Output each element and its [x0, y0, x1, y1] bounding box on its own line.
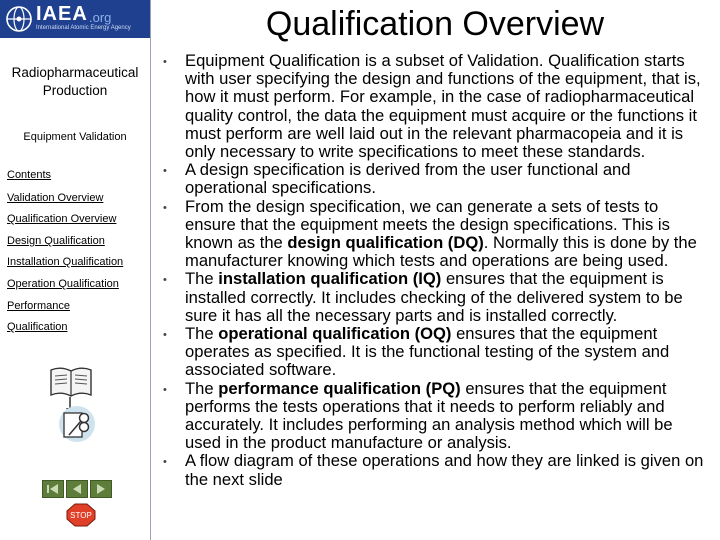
next-slide-button[interactable]: [90, 480, 112, 498]
logo-subtitle: International Atomic Energy Agency: [36, 25, 131, 31]
sidebar-title: Radiopharmaceutical Production: [11, 65, 139, 98]
bullet-dot-icon: •: [163, 456, 167, 469]
nav-operation-qualification[interactable]: Operation Qualification: [7, 278, 119, 290]
bullet-list: [163, 52, 713, 489]
bullet-item: • A design specification is derived from the user functional and operational specifications.: [163, 160, 631, 198]
slide-title: Qualification Overview: [265, 5, 605, 43]
nav-performance[interactable]: Performance: [7, 300, 70, 312]
bullet-dot-icon: •: [163, 329, 167, 342]
nav-qualification-overview[interactable]: Qualification Overview: [7, 213, 117, 225]
sidebar-section: Equipment Validation: [23, 131, 127, 143]
previous-slide-button[interactable]: [66, 480, 88, 498]
stop-label: STOP: [70, 511, 92, 520]
bullet-item: • From the design specification, we can generate a sets of tests to ensure that the equipment meets the design specifications. This is known as the design qualification (DQ). Normally this is done by the manufacturer knowing which tests and operations are being used.: [163, 196, 697, 271]
bullet-item: • The installation qualification (IQ) ensures that the equipment is installed correctly. It includes checking of the delivered system to be sure it has all the necessary parts and is installed correctly.: [163, 269, 683, 325]
first-slide-button[interactable]: [42, 480, 64, 498]
bullet-item: • Equipment Qualification is a subset of Validation. Qualification starts with user specifying the design and functions of the equipment, that is, how it must perform. For example, in the case of radiopharmaceutical quality control, the data the equipment must acquire or the functions it must perform are well laid out in the relevant pharmacopeia and it is only necessary to write specifications to meet these standards.: [163, 51, 701, 162]
bullet-dot-icon: •: [163, 165, 167, 178]
bullet-dot-icon: •: [163, 274, 167, 287]
bullet-item: • A flow diagram of these operations and how they are linked is given on the next slide: [163, 451, 704, 489]
bullet-item: • The operational qualification (OQ) ensures that the equipment operates as specified. It is the functional testing of the system and associated software.: [163, 324, 670, 380]
bullet-dot-icon: •: [163, 201, 167, 214]
stop-button[interactable]: [66, 503, 96, 527]
sidebar: [0, 0, 151, 540]
nav-installation-qualification[interactable]: Installation Qualification: [7, 256, 124, 268]
nav-contents[interactable]: Contents: [7, 169, 52, 181]
logo-text: IAEA: [36, 3, 88, 25]
bullet-item: • The performance qualification (PQ) ensures that the equipment performs the tests operations that it needs to perform reliably and accurately. It includes performing an analysis method which will be used in the product manufacture or analysis.: [163, 378, 673, 453]
globe-icon: [4, 4, 34, 34]
book-icon: [48, 365, 94, 399]
nav-performance-qualification[interactable]: Qualification: [7, 321, 68, 333]
iaea-logo: [0, 0, 150, 38]
tools-icon: [58, 405, 96, 443]
nav-validation-overview[interactable]: Validation Overview: [7, 192, 104, 204]
logo-org: .org: [89, 10, 112, 25]
bullet-dot-icon: •: [163, 56, 167, 68]
bullet-dot-icon: •: [163, 383, 167, 396]
nav-design-qualification[interactable]: Design Qualification: [7, 235, 105, 247]
